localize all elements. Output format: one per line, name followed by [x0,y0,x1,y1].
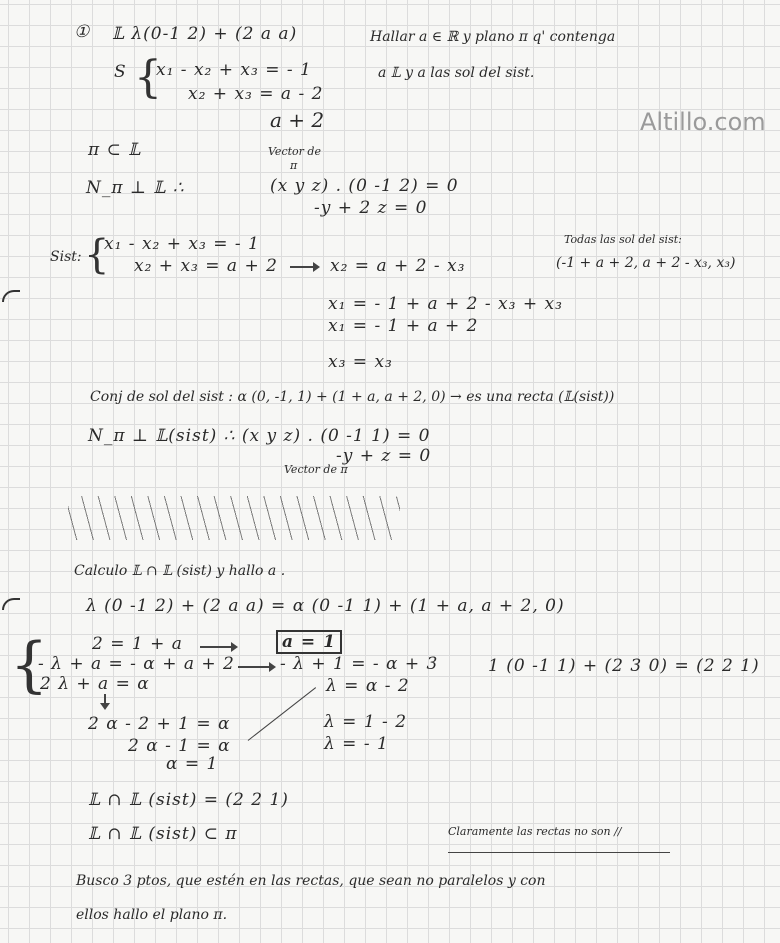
equations-brace: { [10,630,49,700]
sub-2: 2 α - 1 = α [128,736,231,756]
side-note-2: (-1 + a + 2, a + 2 - x₃, x₃) [556,255,736,271]
system-eq-1: x₁ - x₂ + x₃ = - 1 [156,60,312,80]
page-hole-mark [2,598,20,610]
clear-note: Claramente las rectas no son // [448,825,622,838]
sist-brace: { [84,232,110,278]
normal-sist-line-2: -y + z = 0 [336,446,432,466]
eq-b: - λ + a = - α + a + 2 [38,654,235,674]
normal-perp-line: N_π ⊥ 𝕃 ∴ [86,178,185,198]
sist-eq-2: x₂ + x₃ = a + 2 [134,256,278,276]
sist-eq-1: x₁ - x₂ + x₃ = - 1 [104,234,260,254]
x1-line-2: x₁ = - 1 + a + 2 [328,316,479,336]
sist-label: Sist: [50,249,82,265]
arrow-right [200,646,236,648]
boxed-a-result: a = 1 [276,634,342,651]
arrow-right [238,666,274,668]
line-definition: 𝕃 λ(0-1 2) + (2 a a) [112,24,298,44]
intersection-line: 𝕃 ∩ 𝕃 (sist) = (2 2 1) [88,790,289,810]
arrow-down [104,694,106,708]
eq-a: 2 = 1 + a [92,634,183,654]
sub-3: α = 1 [166,754,219,774]
res-lambda: λ = α - 2 [326,676,410,696]
dot-equation-1: (x y z) . (0 -1 2) = 0 [270,176,459,196]
pi-contains-line: π ⊂ 𝕃 [88,140,142,160]
vector-note-2: π [290,159,298,172]
equation-equal-line: λ (0 -1 2) + (2 a a) = α (0 -1 1) + (1 + a, a + 2, 0) [86,596,565,616]
calc-line: Calculo 𝕃 ∩ 𝕃 (sist) y hallo a . [74,563,286,579]
arrow-right [290,266,318,268]
sub-1: 2 α - 2 + 1 = α [88,714,231,734]
final-line-2: ellos hallo el plano π. [76,907,228,923]
connector-line [248,687,316,741]
system-eq-2: x₂ + x₃ = a - 2 [188,84,324,104]
solution-set-line: Conj de sol del sist : α (0, -1, 1) + (1 + a, a + 2, 0) → es una recta (𝕃(sist)) [90,389,615,405]
statement-line-2: a 𝕃 y a las sol del sist. [378,65,535,81]
x1-line-1: x₁ = - 1 + a + 2 - x₃ + x₃ [328,294,563,314]
contained-line: 𝕃 ∩ 𝕃 (sist) ⊂ π [88,824,238,844]
lambda-1: λ = 1 - 2 [324,712,408,732]
point-evaluation: 1 (0 -1 1) + (2 3 0) = (2 2 1) [488,656,760,676]
system-brace: { [134,52,162,103]
eq-c: 2 λ + a = α [40,674,150,694]
normal-sist-line: N_π ⊥ 𝕃(sist) ∴ (x y z) . (0 -1 1) = 0 [88,426,431,446]
dot-equation-2: -y + 2 z = 0 [314,198,428,218]
vector-pi-note: Vector de π [284,463,348,476]
final-line-1: Busco 3 ptos, que estén en las rectas, que sean no paralelos y con [76,873,546,889]
page-hole-mark [2,290,20,302]
problem-number: ① [74,22,91,42]
x2-solution: x₂ = a + 2 - x₃ [330,256,466,276]
system-label: S [114,62,127,82]
x3-line: x₃ = x₃ [328,352,393,372]
side-note-1: Todas las sol del sist: [564,233,682,246]
watermark: Altillo.com [640,108,766,136]
bracket-line [448,852,670,853]
system-correction: a + 2 [270,108,325,132]
crossed-out-work [68,496,400,540]
lambda-2: λ = - 1 [324,734,389,754]
vector-note-1: Vector de [268,145,321,158]
res-b: - λ + 1 = - α + 3 [280,654,439,674]
statement-line-1: Hallar a ∈ ℝ y plano π q' contenga [370,29,616,45]
